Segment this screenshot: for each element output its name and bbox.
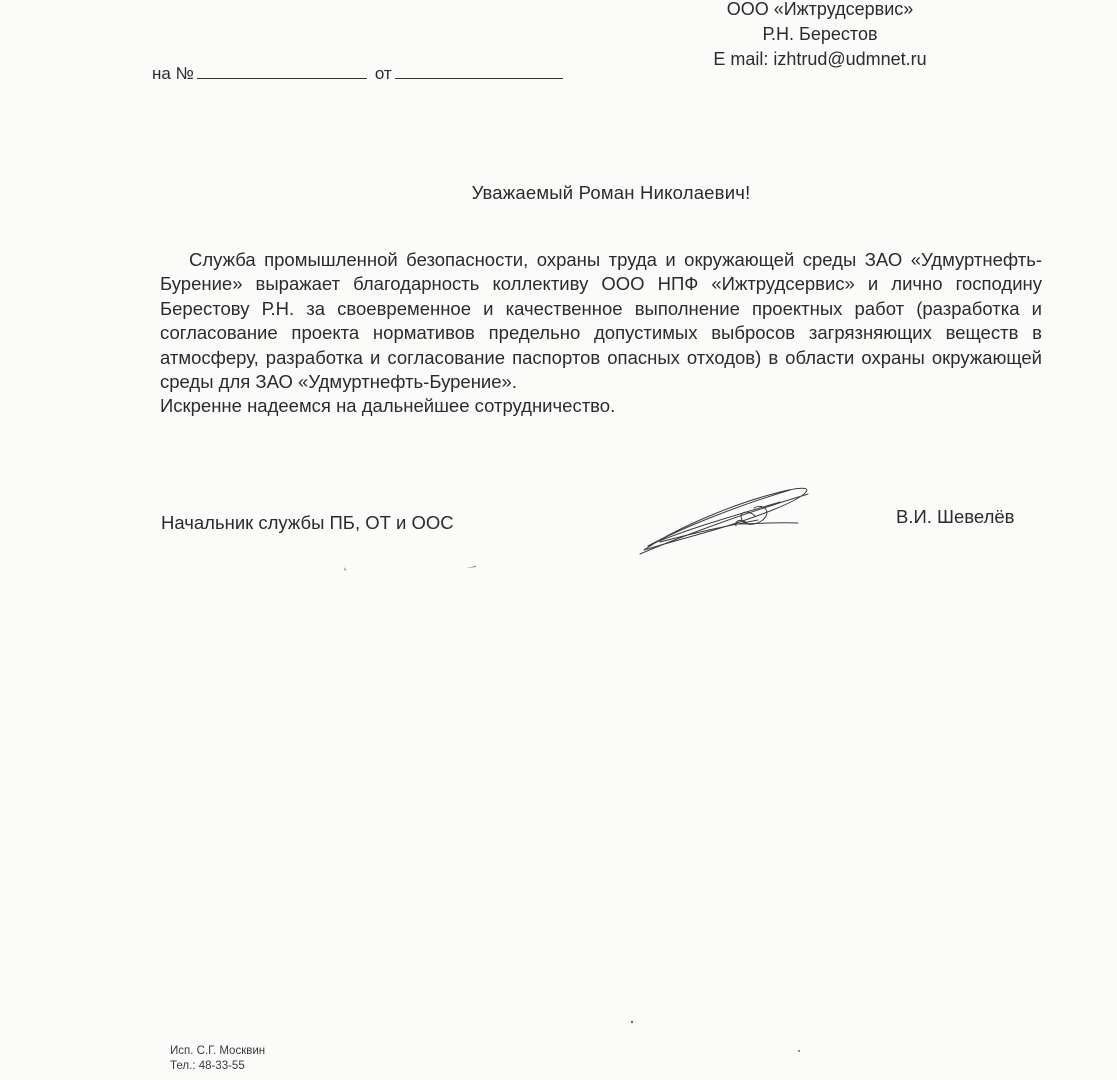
addressee-email: E mail: izhtrud@udmnet.ru <box>713 49 927 69</box>
executor-block <box>170 1044 265 1074</box>
letter-body <box>160 248 1042 419</box>
signatory-name: В.И. Шевелёв <box>896 506 1015 527</box>
executor-name: Исп. С.Г. Москвин <box>170 1045 266 1057</box>
reference-line <box>152 64 563 84</box>
executor-phone: Тел.: 48-33-55 <box>170 1060 245 1072</box>
reference-number-blank <box>197 64 367 79</box>
salutation: Уважаемый Роман Николаевич! <box>471 182 751 203</box>
signatory-title: Начальник службы ПБ, ОТ и ООС <box>161 512 454 533</box>
body-paragraph-cooperation: Искренне надеемся на дальнейшее сотрудничество. <box>160 395 616 417</box>
reference-date-blank <box>395 64 563 79</box>
reference-date-prefix: от <box>374 64 392 83</box>
addressee-block <box>650 0 990 72</box>
addressee-company: ООО «Ижтрудсервис» <box>726 0 914 19</box>
reference-number-prefix: на № <box>152 64 194 83</box>
addressee-person: Р.Н. Берестов <box>762 24 878 44</box>
handwritten-signature <box>630 476 830 566</box>
body-paragraph-gratitude: Служба промышленной безопасности, охраны труда и окружающей среды ЗАО «Удмуртнефть-Бурение» выражает благодарность коллективу ООО НПФ «Ижтрудсервис» и лично господину Берестову Р.Н. за своевременное и качественное выполнение проектных работ (разработка и согласование проекта нормативов предельно допустимых выбросов загрязняющих веществ в атмосферу, разработка и согласование паспортов опасных отходов) в области охраны окружающей среды для ЗАО «Удмуртнефть-Бурение». <box>160 249 1042 393</box>
